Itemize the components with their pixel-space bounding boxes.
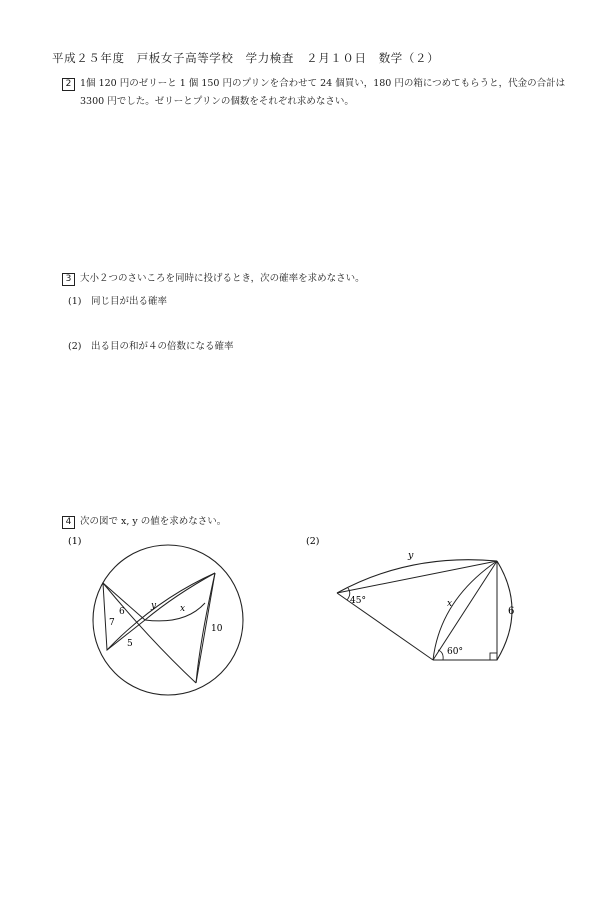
question-3-number: 3 [62, 273, 75, 286]
question-2-line-2: 3300 円でした。ゼリーとプリンの個数をそれぞれ求めなさい。 [80, 96, 354, 107]
question-3-text: 大小２つのさいころを同時に投げるとき，次の確率を求めなさい。 [80, 273, 365, 284]
figure-2-label-6: 6 [508, 606, 515, 617]
figure-2-label-x: x [447, 599, 453, 609]
figure-2-angle-45: 45° [350, 596, 366, 606]
question-2-line-1: 1個 120 円のゼリーと 1 個 150 円のプリンを合わせて 24 個買い，180 円の箱につめてもらうと，代金の合計は [80, 78, 566, 89]
question-3-sub-1: (1) 同じ目が出る確率 [68, 296, 167, 307]
question-4-text: 次の図で x, y の値を求めなさい。 [80, 516, 227, 527]
figure-2-label: (2) [306, 536, 320, 547]
page-header: 平成２５年度 戸板女子高等学校 学力検査 ２月１０日 数学（２） [52, 51, 440, 65]
question-2-number: 2 [62, 78, 75, 91]
figure-1-label: (1) [68, 536, 82, 547]
figure-2-label-y: y [408, 550, 414, 561]
figure-1-label-10: 10 [211, 624, 223, 634]
question-3-sub-2: (2) 出る目の和が４の倍数になる確率 [68, 341, 234, 352]
figure-1-label-y: y [151, 601, 157, 611]
figure-2-angle-60: 60° [447, 647, 463, 657]
figure-1-label-7: 7 [109, 618, 115, 628]
figure-2-chord-y [337, 561, 497, 593]
figure-1-label-x: x [180, 604, 186, 614]
question-4-number: 4 [62, 516, 75, 529]
figure-1-label-6: 6 [119, 607, 125, 617]
figure-2-right-angle [490, 653, 497, 660]
figure-1-label-5: 5 [127, 639, 133, 649]
figure-2-diagonal [433, 561, 497, 660]
